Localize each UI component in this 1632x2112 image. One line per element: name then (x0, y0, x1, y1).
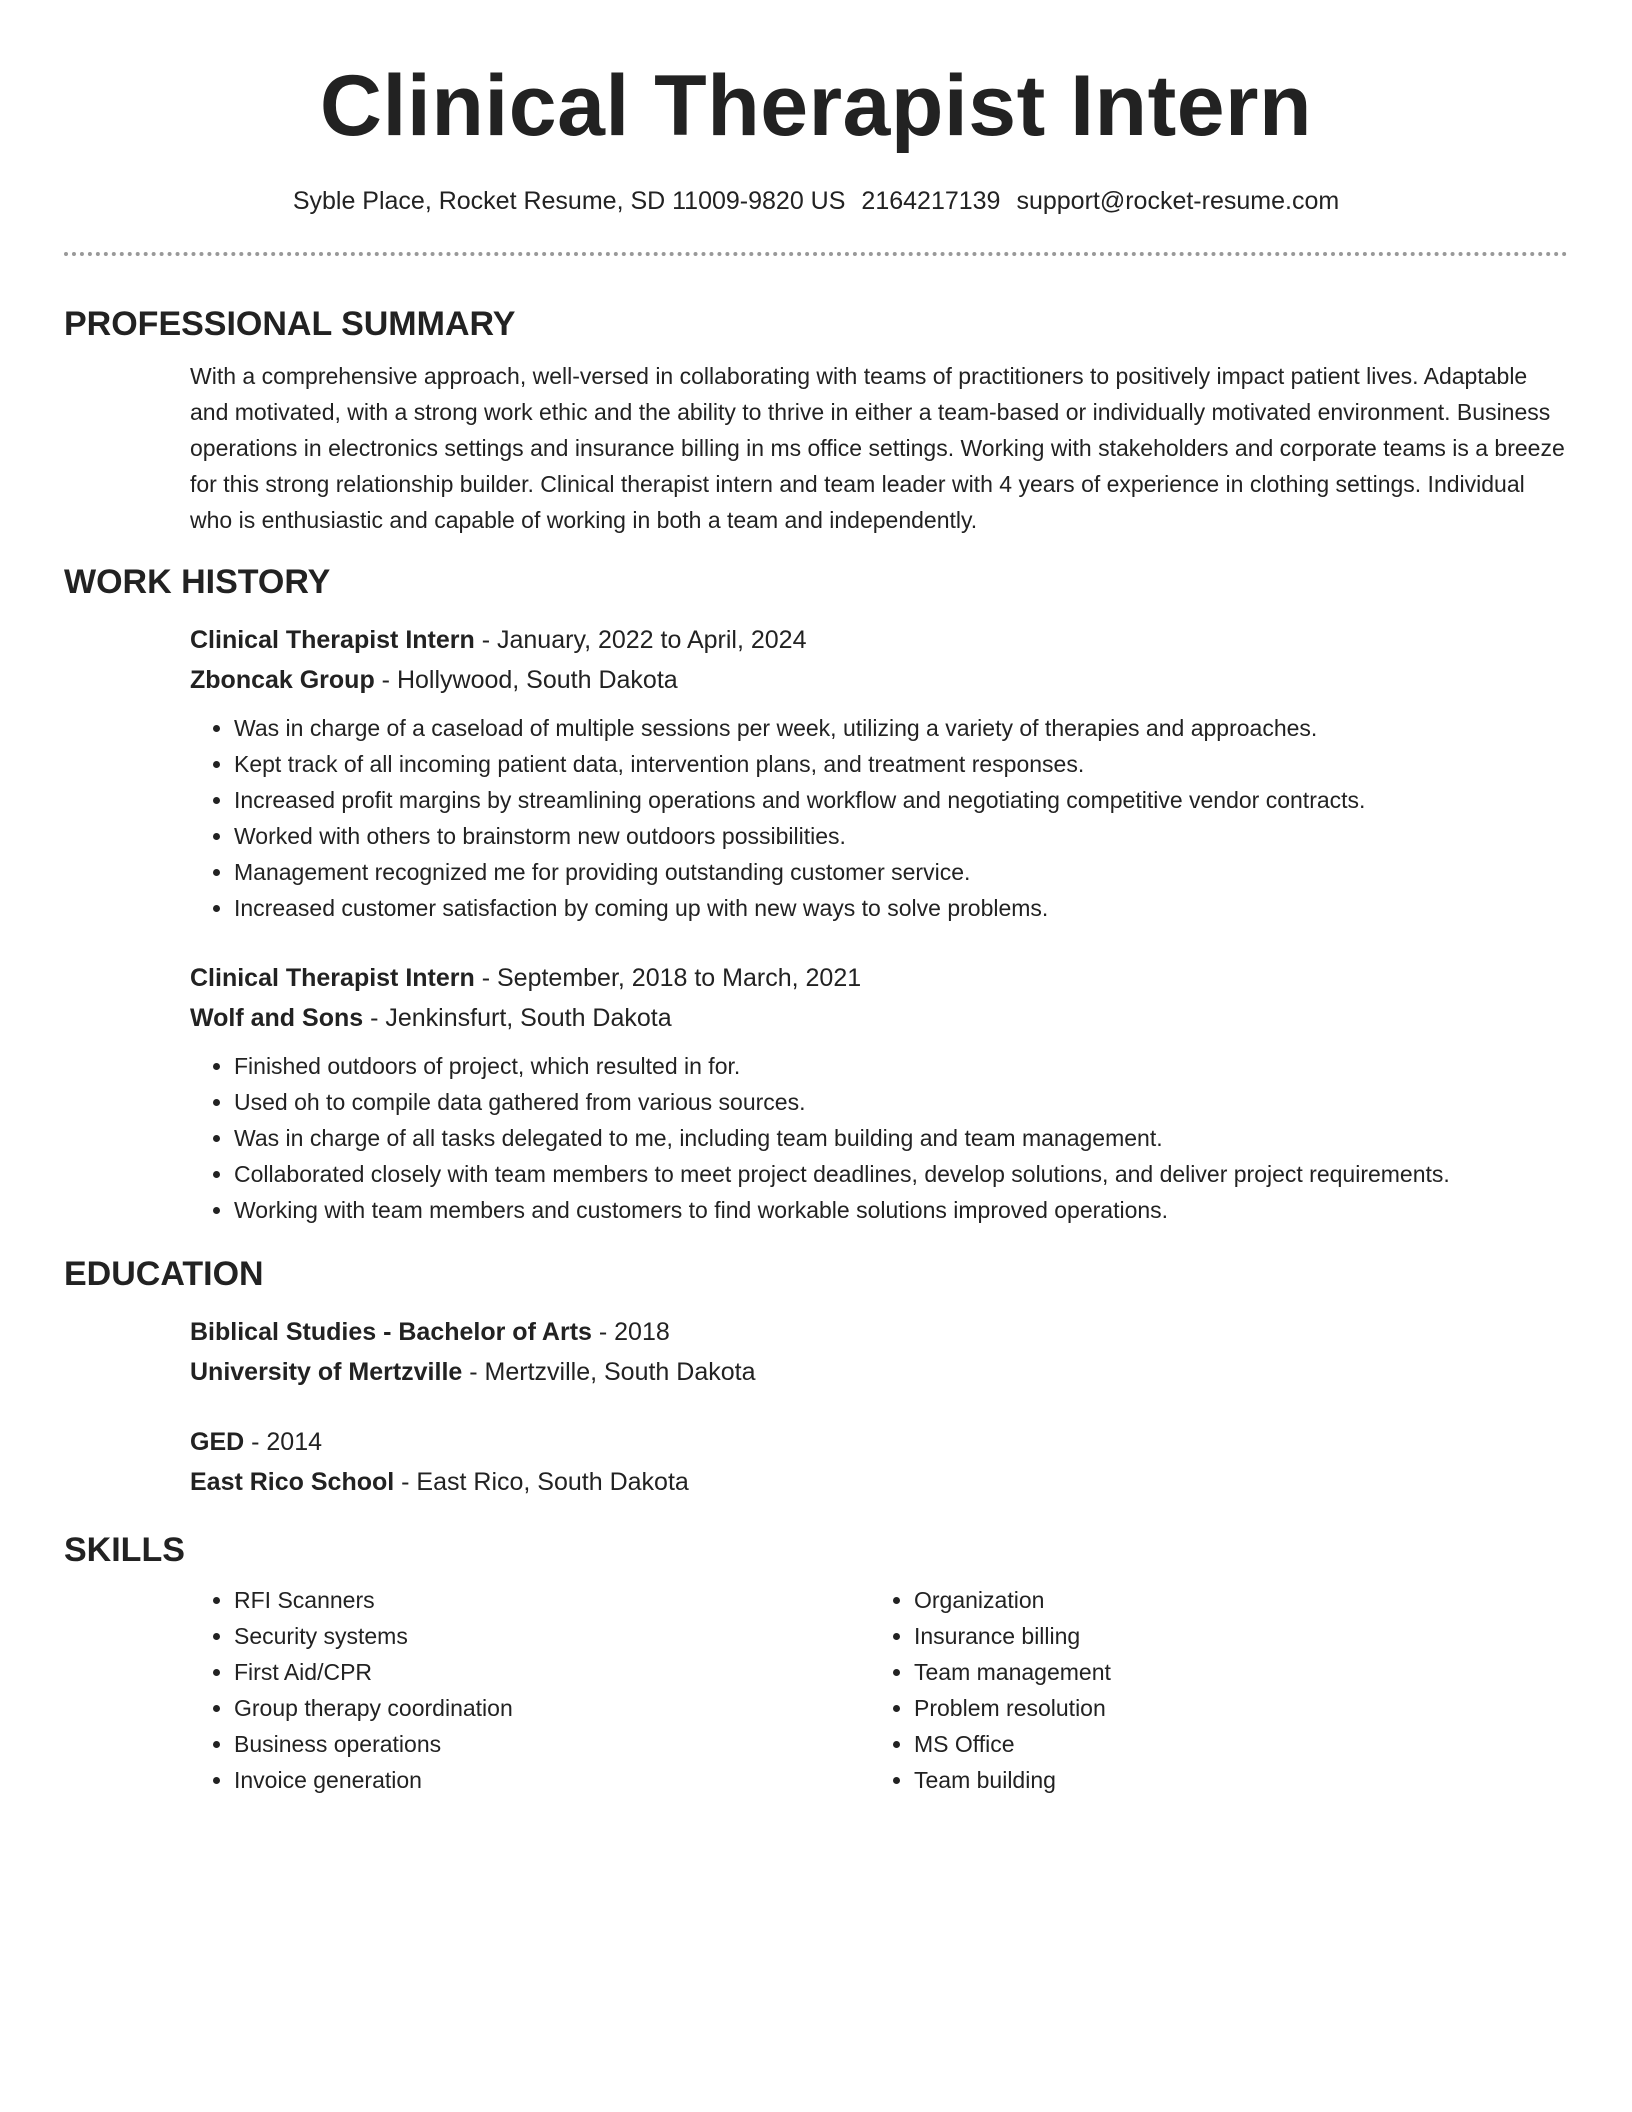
skills-heading: SKILLS (64, 1531, 185, 1569)
skill-item: • MS Office (914, 1726, 1550, 1762)
summary-section (64, 358, 1568, 538)
skill-item: • Security systems (234, 1618, 870, 1654)
list-item: • Increased profit margins by streamlining operations and workflow and negotiating competitive vendor contracts. (234, 782, 1568, 818)
degree-year: - 2018 (591, 1318, 670, 1346)
list-item: • Used oh to compile data gathered from various sources. (234, 1084, 1568, 1120)
job-bullet-list (190, 710, 1568, 926)
list-item: • Collaborated closely with team members to meet project deadlines, develop solutions, and deliver project requirements. (234, 1156, 1568, 1192)
degree-line (190, 1312, 1568, 1352)
skill-item: • Organization (914, 1582, 1550, 1618)
job-company: Zboncak Group (190, 666, 375, 694)
summary-text: With a comprehensive approach, well-versed in collaborating with teams of practitioners to positively impact patient lives. Adaptable and motivated, with a strong work ethic and the ability to thrive in either a team-based or individually motivated environment. Business operations in electronics settings and insurance billing in ms office settings. Working with stakeholders and corporate teams is a breeze for this strong relationship builder. Clinical therapist intern and team leader with 4 years of experience in clothing settings. Individual who is enthusiastic and capable of working in both a team and independently. (190, 363, 1565, 533)
job-company-line (190, 660, 1568, 700)
education-section (64, 1312, 1568, 1502)
education-heading: EDUCATION (64, 1255, 264, 1293)
job-entry (190, 620, 1568, 926)
school-line (190, 1352, 1568, 1392)
job-entry (190, 958, 1568, 1228)
contact-phone: 2164217139 (861, 187, 1001, 215)
resume-page (64, 0, 1568, 1798)
header-divider (64, 252, 1568, 256)
job-title: Clinical Therapist Intern (190, 626, 475, 654)
skills-grid (190, 1582, 1568, 1798)
skills-section (64, 1582, 1568, 1798)
skill-item: • RFI Scanners (234, 1582, 870, 1618)
skills-list-left (190, 1582, 870, 1798)
job-company-line (190, 998, 1568, 1038)
skill-item: • Team management (914, 1654, 1550, 1690)
skills-column-right (870, 1582, 1550, 1798)
skill-item: • Group therapy coordination (234, 1690, 870, 1726)
list-item: • Was in charge of all tasks delegated to me, including team building and team management. (234, 1120, 1568, 1156)
contact-address: Syble Place, Rocket Resume, SD 11009-9820 US (292, 187, 846, 215)
degree-name: GED (190, 1428, 245, 1456)
skill-item: • Business operations (234, 1726, 870, 1762)
degree-year: - 2014 (244, 1428, 323, 1456)
skill-item: • Problem resolution (914, 1690, 1550, 1726)
education-entry (190, 1422, 1568, 1502)
list-item: • Management recognized me for providing outstanding customer service. (234, 854, 1568, 890)
school-location: - Mertzville, South Dakota (462, 1358, 756, 1386)
skill-item: • Invoice generation (234, 1762, 870, 1798)
skill-item: • Team building (914, 1762, 1550, 1798)
skill-item: • Insurance billing (914, 1618, 1550, 1654)
degree-name: Biblical Studies - Bachelor of Arts (190, 1318, 592, 1346)
list-item: • Working with team members and customers to find workable solutions improved operations. (234, 1192, 1568, 1228)
contact-line (64, 184, 1568, 218)
job-dates: - September, 2018 to March, 2021 (474, 964, 862, 992)
education-entry (190, 1312, 1568, 1392)
school-name: East Rico School (190, 1468, 395, 1496)
list-item: • Was in charge of a caseload of multiple sessions per week, utilizing a variety of therapies and approaches. (234, 710, 1568, 746)
list-item: • Increased customer satisfaction by coming up with new ways to solve problems. (234, 890, 1568, 926)
resume-title: Clinical Therapist Intern (319, 58, 1313, 154)
degree-line (190, 1422, 1568, 1462)
job-title-line (190, 958, 1568, 998)
contact-email: support@rocket-resume.com (1016, 187, 1340, 215)
school-location: - East Rico, South Dakota (394, 1468, 689, 1496)
summary-heading: PROFESSIONAL SUMMARY (64, 305, 516, 343)
job-location: - Jenkinsfurt, South Dakota (363, 1004, 672, 1032)
job-location: - Hollywood, South Dakota (374, 666, 678, 694)
job-title: Clinical Therapist Intern (190, 964, 475, 992)
skill-item: • First Aid/CPR (234, 1654, 870, 1690)
job-title-line (190, 620, 1568, 660)
list-item: • Worked with others to brainstorm new outdoors possibilities. (234, 818, 1568, 854)
work-history-section (64, 620, 1568, 1228)
job-company: Wolf and Sons (190, 1004, 364, 1032)
school-name: University of Mertzville (190, 1358, 463, 1386)
skills-column-left (190, 1582, 870, 1798)
job-dates: - January, 2022 to April, 2024 (474, 626, 807, 654)
school-line (190, 1462, 1568, 1502)
job-bullet-list (190, 1048, 1568, 1228)
list-item: • Kept track of all incoming patient data, intervention plans, and treatment responses. (234, 746, 1568, 782)
list-item: • Finished outdoors of project, which resulted in for. (234, 1048, 1568, 1084)
skills-list-right (870, 1582, 1550, 1798)
work-history-heading: WORK HISTORY (64, 563, 331, 601)
